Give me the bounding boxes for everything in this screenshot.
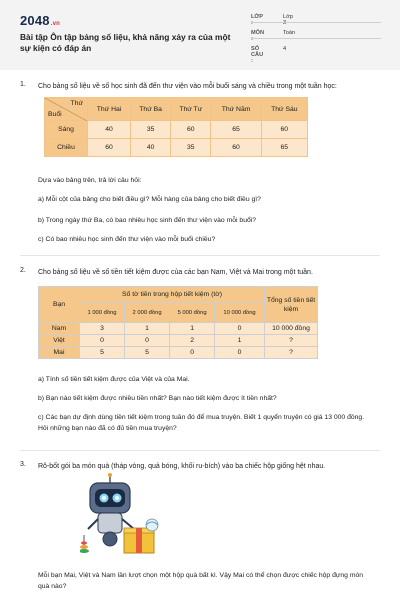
table-cell: 0 — [215, 323, 265, 335]
question-divider — [20, 255, 380, 256]
table-cell: 5 — [125, 347, 170, 359]
table-row — [39, 335, 318, 347]
table-cell-total: 10 000 đồng — [265, 323, 318, 335]
table-row — [39, 347, 318, 359]
question-intro: Dựa vào bảng trên, trả lời câu hỏi: — [38, 177, 142, 184]
question-text: Cho bảng số liệu về số học sinh đã đến thư viện vào mỗi buổi sáng và chiều trong một tuần học: — [38, 83, 337, 90]
denom-header: 5 000 đồng — [170, 303, 215, 323]
sub-question: c) Các bạn dự định dùng tiền tiết kiệm trong tuần đó để mua truyện. Biết 1 quyển truyện có giá 13 000 đồng. Hỏi những bạn nào đã có đủ tiền mua truyện? — [38, 414, 365, 432]
table-cell: 3 — [80, 323, 125, 335]
row-label: Nam — [39, 323, 80, 335]
question-number: 2. — [20, 267, 26, 274]
logo-suffix: .vn — [50, 21, 61, 27]
meta-grade-value: Lớp 3 — [283, 14, 293, 26]
savings-table — [38, 286, 318, 359]
denom-header: 1 000 đồng — [80, 303, 125, 323]
table-cell: 60 — [171, 121, 211, 139]
meta-divider — [251, 38, 381, 39]
sub-question: c) Có bao nhiêu học sinh đến thư viện vào mỗi buổi chiều? — [38, 236, 216, 243]
sub-question: a) Tính số tiền tiết kiệm được của Việt và của Mai. — [38, 376, 190, 383]
sub-question: b) Bạn nào tiết kiệm được nhiều tiền nhất? Bạn nào tiết kiệm được ít tiền nhất? — [38, 395, 277, 402]
robot-illustration — [80, 473, 160, 563]
col-header: Thứ Ba — [131, 98, 171, 121]
table-cell: 35 — [171, 139, 211, 157]
logo-text: 2048 — [20, 13, 50, 28]
table-cell: 0 — [170, 347, 215, 359]
table-cell-total: ? — [265, 335, 318, 347]
table-cell: 5 — [80, 347, 125, 359]
col-group-header: Số tờ tiền trong hộp tiết kiệm (tờ) — [80, 287, 265, 303]
denom-header: 10 000 đồng — [215, 303, 265, 323]
row-label: Chiều — [45, 139, 88, 157]
table-cell: 1 — [125, 323, 170, 335]
meta-subject-key: MÔN : — [251, 30, 265, 42]
table-cell: 65 — [261, 139, 307, 157]
question-text: Rô-bốt gói ba món quà (tháp vòng, quả bóng, khối ru-bích) vào ba chiếc hộp giống hệt nhau. — [38, 463, 326, 470]
table-cell: 40 — [88, 121, 131, 139]
table-cell-total: ? — [265, 347, 318, 359]
table-row — [45, 121, 308, 139]
denom-header: 2 000 đồng — [125, 303, 170, 323]
table-cell: 1 — [215, 335, 265, 347]
document-title: Bài tập Ôn tập bảng số liệu, khả năng xảy ra của một sự kiện có đáp án — [20, 32, 231, 53]
table-cell: 60 — [261, 121, 307, 139]
meta-grade-key: LỚP : — [251, 14, 263, 26]
worksheet-header — [0, 0, 400, 70]
row-label: Sáng — [45, 121, 88, 139]
site-logo[interactable] — [20, 13, 60, 28]
corner-bottom-label: Buổi — [48, 111, 62, 118]
question-number: 1. — [20, 81, 26, 88]
meta-count-key: SỐ CÂU : — [251, 46, 264, 64]
table-cell: 35 — [131, 121, 171, 139]
table-cell: 0 — [215, 347, 265, 359]
table-row — [45, 139, 308, 157]
sub-question: a) Mỗi cột của bảng cho biết điều gì? Mỗi hàng của bảng cho biết điều gì? — [38, 196, 261, 203]
table-cell: 2 — [170, 335, 215, 347]
col-header-total: Tổng số tiền tiết kiệm — [265, 287, 318, 323]
col-header: Thứ Hai — [88, 98, 131, 121]
row-label: Việt — [39, 335, 80, 347]
meta-subject-value: Toán — [283, 30, 296, 36]
corner-top-label: Thứ — [70, 100, 83, 107]
table-row — [39, 323, 318, 335]
col-header: Thứ Tư — [171, 98, 211, 121]
table-cell: 65 — [211, 121, 261, 139]
col-header-ban: Bạn — [39, 287, 80, 323]
table-cell: 60 — [88, 139, 131, 157]
library-table — [44, 97, 308, 157]
table-cell: 0 — [125, 335, 170, 347]
row-label: Mai — [39, 347, 80, 359]
table-cell: 40 — [131, 139, 171, 157]
table-cell: 60 — [211, 139, 261, 157]
table-cell: 1 — [170, 323, 215, 335]
corner-cell — [45, 98, 88, 121]
meta-count-value: 4 — [283, 46, 287, 52]
meta-divider — [251, 22, 381, 23]
col-header: Thứ Sáu — [261, 98, 307, 121]
question-number: 3. — [20, 461, 26, 468]
question-text: Cho bảng số liệu về số tiền tiết kiệm được của các bạn Nam, Việt và Mai trong một tuần. — [38, 269, 313, 276]
sub-question: b) Trong ngày thứ Ba, có bao nhiêu học sinh đến thư viện vào mỗi buổi? — [38, 217, 257, 224]
question-divider — [20, 450, 380, 451]
table-cell: 0 — [80, 335, 125, 347]
col-header: Thứ Năm — [211, 98, 261, 121]
sub-question: Mỗi bạn Mai, Việt và Nam lần lượt chọn một hộp quà bất kì. Vậy Mai có thể chọn được chiếc hộp đựng món quà nào? — [38, 572, 364, 590]
